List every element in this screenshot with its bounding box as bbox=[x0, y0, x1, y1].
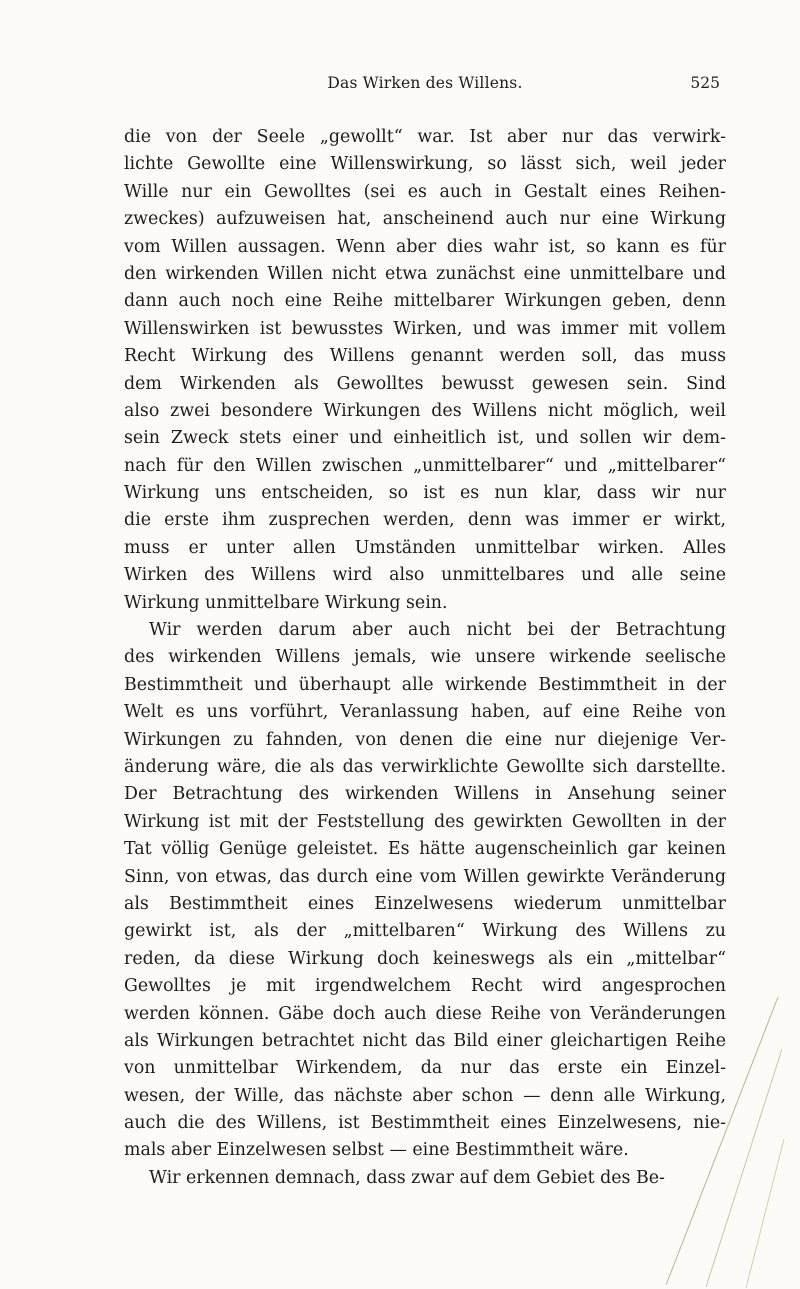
text-line: sein Zweck stets einer und einheitlich ist, und sollen wir dem- bbox=[124, 428, 726, 449]
text-line: wesen, der Wille, das nächste aber schon — denn alle Wirkung, bbox=[124, 1085, 726, 1106]
text-line: Bestimmtheit und überhaupt alle wirkende Bestimmtheit in der bbox=[124, 674, 726, 695]
paragraph-last-line: mals aber Einzelwesen selbst — eine Bestimmtheit wäre. bbox=[124, 1140, 629, 1161]
text-line: des wirkenden Willens jemals, wie unsere wirkende seelische bbox=[124, 647, 726, 668]
paragraph-last-line: Wirkung unmittelbare Wirkung sein. bbox=[124, 592, 448, 613]
text-line: als Wirkungen betrachtet nicht das Bild einer gleichartigen Reihe bbox=[124, 1030, 726, 1051]
text-line: die erste ihm zusprechen werden, denn was immer er wirkt, bbox=[124, 510, 726, 531]
text-line: Gewolltes je mit irgendwelchem Recht wird angesprochen bbox=[124, 976, 726, 997]
text-line: Tat völlig Genüge geleistet. Es hätte augenscheinlich gar keinen bbox=[124, 839, 726, 860]
text-line: dem Wirkenden als Gewolltes bewusst gewesen sein. Sind bbox=[124, 373, 726, 394]
fold-line bbox=[666, 997, 778, 1285]
text-line: Sinn, von etwas, das durch eine vom Willen gewirkte Veränderung bbox=[124, 866, 726, 887]
body-text bbox=[124, 124, 726, 1192]
text-line: Wirken des Willens wird also unmittelbares und alle seine bbox=[124, 565, 726, 586]
text-line: reden, da diese Wirkung doch keineswegs als ein „mittelbar“ bbox=[124, 948, 726, 969]
text-line: Wille nur ein Gewolltes (sei es auch in Gestalt eines Reihen- bbox=[124, 181, 726, 202]
text-line: dann auch noch eine Reihe mittelbarer Wirkungen geben, denn bbox=[124, 291, 726, 312]
text-line: zweckes) aufzuweisen hat, anscheinend auch nur eine Wirkung bbox=[124, 209, 726, 230]
text-line: vom Willen aussagen. Wenn aber dies wahr ist, so kann es für bbox=[124, 236, 726, 257]
text-line: Wirkung uns entscheiden, so ist es nun klar, dass wir nur bbox=[124, 483, 726, 504]
text-line: Willenswirken ist bewusstes Wirken, und was immer mit vollem bbox=[124, 318, 726, 339]
text-line: von unmittelbar Wirkendem, da nur das erste ein Einzel- bbox=[124, 1058, 726, 1079]
text-line: Welt es uns vorführt, Veranlassung haben, auf eine Reihe von bbox=[124, 702, 726, 723]
text-line: muss er unter allen Umständen unmittelbar wirken. Alles bbox=[124, 537, 726, 558]
text-line: lichte Gewollte eine Willenswirkung, so lässt sich, weil jeder bbox=[124, 154, 726, 175]
running-title: Das Wirken des Willens. bbox=[327, 74, 523, 92]
text-line: Recht Wirkung des Willens genannt werden soll, das muss bbox=[124, 346, 726, 367]
text-line: nach für den Willen zwischen „unmittelbarer“ und „mittelbarer“ bbox=[124, 455, 726, 476]
text-line: also zwei besondere Wirkungen des Willens nicht möglich, weil bbox=[124, 400, 726, 421]
text-line: als Bestimmtheit eines Einzelwesens wiederum unmittelbar bbox=[124, 893, 726, 914]
text-line: auch die des Willens, ist Bestimmtheit eines Einzelwesens, nie- bbox=[124, 1113, 726, 1134]
text-line: die von der Seele „gewollt“ war. Ist aber nur das verwirk- bbox=[124, 127, 726, 147]
text-line: den wirkenden Willen nicht etwa zunächst eine unmittelbare und bbox=[124, 263, 726, 284]
text-line: werden können. Gäbe doch auch diese Reihe von Veränderungen bbox=[124, 1003, 726, 1024]
fold-line bbox=[746, 1139, 784, 1288]
running-head bbox=[130, 74, 720, 98]
text-line: gewirkt ist, als der „mittelbaren“ Wirkung des Willens zu bbox=[124, 921, 726, 942]
text-line: Der Betrachtung des wirkenden Willens in Ansehung seiner bbox=[124, 784, 726, 805]
text-line: Wirkungen zu fahnden, von denen die eine nur diejenige Ver- bbox=[124, 729, 726, 750]
paragraph-first-line: Wir werden darum aber auch nicht bei der Betrachtung bbox=[149, 620, 726, 641]
text-line: änderung wäre, die als das verwirklichte Gewollte sich darstellte. bbox=[124, 756, 726, 777]
paragraph-first-line: Wir erkennen demnach, dass zwar auf dem Gebiet des Be- bbox=[149, 1167, 665, 1188]
page-number: 525 bbox=[690, 74, 720, 92]
text-line: Wirkung ist mit der Feststellung des gewirkten Gewollten in der bbox=[124, 811, 726, 832]
paper-corner-fold-lines bbox=[646, 989, 786, 1289]
